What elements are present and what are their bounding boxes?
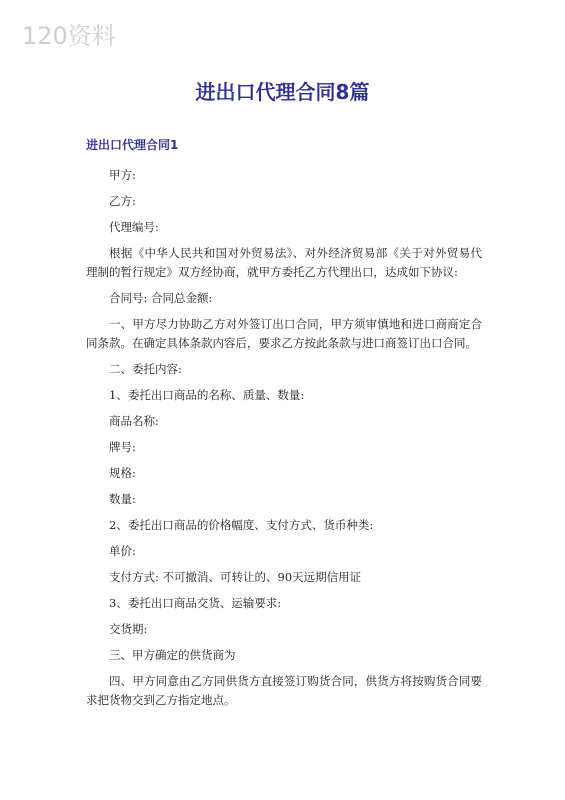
paragraph-clause-3: 三、甲方确定的供货商为: [109, 648, 236, 662]
paragraph-contract-number: 合同号: 合同总金额:: [109, 291, 213, 305]
paragraph-brand: 牌号:: [109, 440, 136, 454]
paragraph-quantity: 数量:: [109, 492, 136, 506]
paragraph-clause-2: 二、委托内容:: [109, 362, 182, 376]
paragraph-payment-method: 支付方式: 不可撤消、可转让的、90天远期信用证: [109, 570, 362, 584]
paragraph-spec: 规格:: [109, 466, 136, 480]
paragraph-item-1: 1、委托出口商品的名称、质量、数量:: [109, 388, 305, 402]
paragraph-clause-1: 一、甲方尽力协助乙方对外签订出口合同，甲方须审慎地和进口商商定合同条款。在确定具体条款内容后，要求乙方按此条款与进口商签订出口合同。: [86, 317, 482, 350]
paragraph-product-name: 商品名称:: [109, 414, 159, 428]
paragraph-preamble: 根据《中华人民共和国对外贸易法》、对外经济贸易部《关于对外贸易代理制的暂行规定》双方经协商，就甲方委托乙方代理出口，达成如下协议:: [86, 246, 482, 279]
document-title: 进出口代理合同8篇: [195, 80, 370, 104]
watermark-logo: 120资料: [22, 22, 116, 50]
paragraph-unit-price: 单价:: [109, 544, 136, 558]
paragraph-delivery-date: 交货期:: [109, 622, 148, 636]
paragraph-party-a: 甲方:: [109, 168, 136, 182]
section-heading: 进出口代理合同1: [86, 138, 179, 152]
paragraph-clause-4: 四、甲方同意由乙方同供货方直接签订购货合同，供货方将按购货合同要求把货物交到乙方指定地点。: [86, 674, 482, 707]
document-body: [86, 166, 482, 717]
paragraph-agency-number: 代理编号:: [109, 220, 159, 234]
paragraph-party-b: 乙方:: [109, 194, 136, 208]
paragraph-item-3: 3、委托出口商品交货、运输要求:: [109, 596, 282, 610]
paragraph-item-2: 2、委托出口商品的价格幅度、支付方式、货币种类:: [109, 518, 374, 532]
